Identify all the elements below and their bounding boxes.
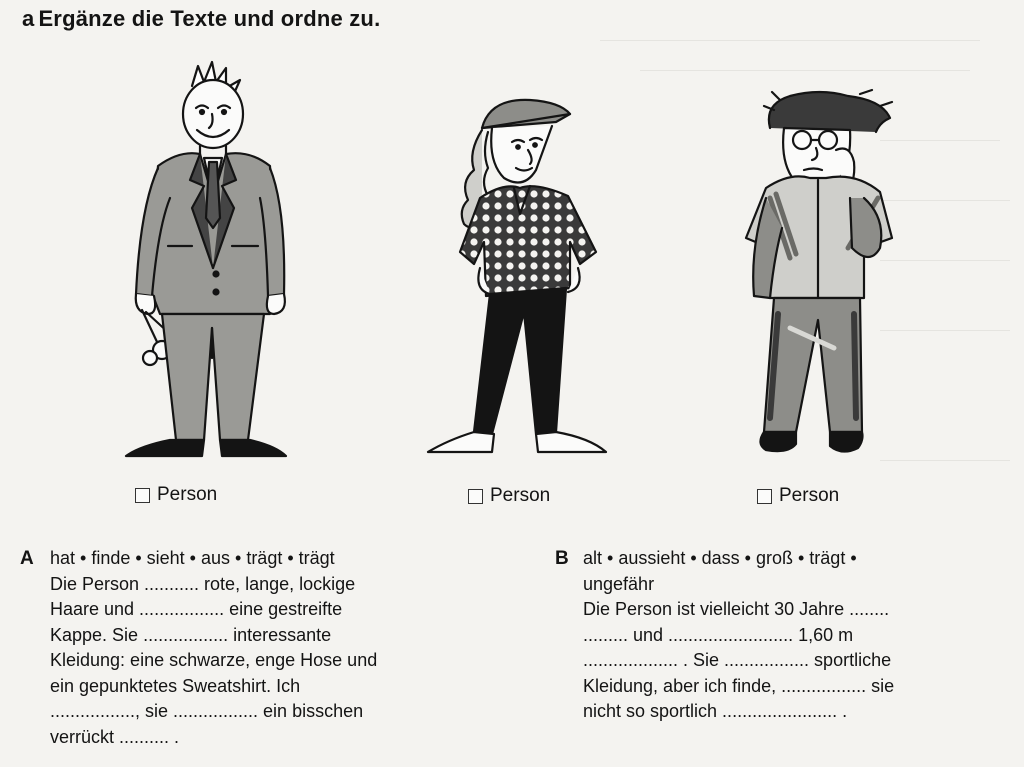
bleed-through-line: [640, 70, 970, 71]
block-a-line: verrückt .......... .: [50, 726, 180, 747]
exercise-letter: a: [22, 6, 35, 31]
block-b-line: nicht so sportlich ....................... .: [583, 701, 848, 721]
block-a-line: Haare und ................. eine gestreifte: [50, 599, 343, 619]
text-block-a: [20, 546, 520, 750]
block-a-word-bank: hat • finde • sieht • aus • trägt • trägt: [50, 548, 335, 568]
block-b-line: Kleidung, aber ich finde, ................. sie: [583, 675, 895, 696]
person-1-option[interactable]: [135, 484, 217, 506]
block-a-line: Die Person ........... rote, lange, lockige: [50, 573, 356, 594]
man-in-suit-holding-flowers-icon: [100, 58, 300, 463]
block-b-line: ................... . Sie ................. sportliche: [583, 650, 892, 670]
block-b-word-bank: alt • aussieht • dass • groß • trägt •: [583, 548, 857, 568]
text-block-b: [555, 546, 1024, 725]
man-with-glasses-in-tracksuit-icon: [730, 88, 910, 468]
person-3-label: Person: [779, 485, 840, 506]
person-1-checkbox[interactable]: [135, 488, 150, 503]
block-a-line: ................., sie ................. ein bisschen: [50, 701, 364, 721]
block-a-line: Kappe. Sie ................. interessante: [50, 624, 332, 645]
block-a-line: ein gepunktetes Sweatshirt. Ich: [50, 675, 301, 696]
exercise-title: Ergänze die Texte und ordne zu.: [38, 6, 381, 31]
block-a-line: Kleidung: eine schwarze, enge Hose und: [50, 650, 378, 670]
person-2-checkbox[interactable]: [468, 489, 483, 504]
bleed-through-line: [600, 40, 980, 41]
block-b-marker: B: [555, 548, 569, 569]
person-3-checkbox[interactable]: [757, 489, 772, 504]
block-b-line: Die Person ist vielleicht 30 Jahre ........: [583, 599, 890, 619]
person-1-label: Person: [157, 484, 218, 505]
person-2-option[interactable]: [468, 485, 550, 507]
person-2-label: Person: [490, 485, 551, 506]
person-with-cap-and-dotted-shirt-icon: [420, 92, 620, 462]
block-a-marker: A: [20, 548, 34, 569]
block-b-word-bank-continued: ungefähr: [583, 573, 655, 594]
exercise-heading: [22, 6, 380, 32]
person-3-option[interactable]: [757, 485, 839, 507]
block-b-line: ......... und ......................... 1,60 m: [583, 624, 854, 645]
